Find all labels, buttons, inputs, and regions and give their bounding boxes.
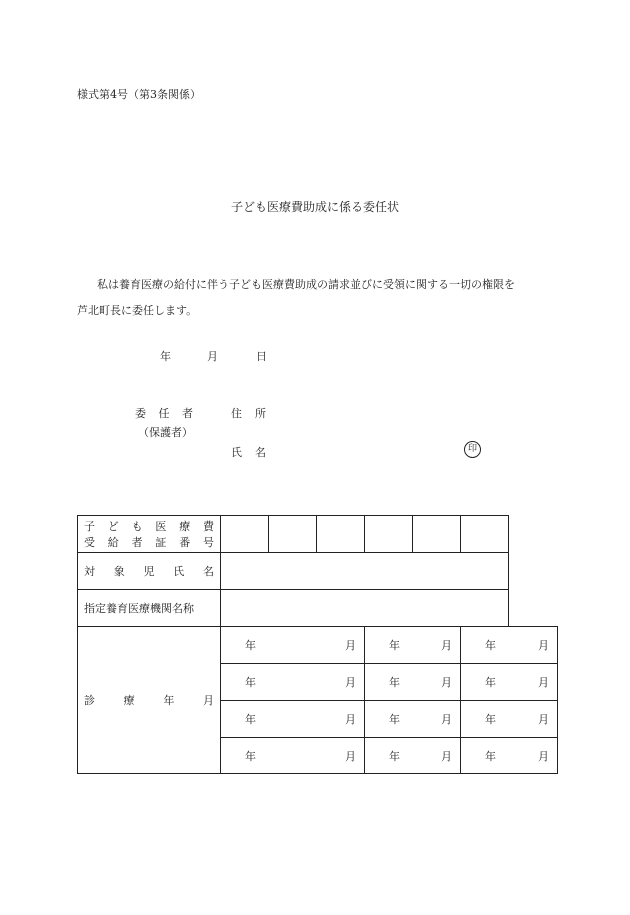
info-table: [77, 515, 558, 774]
table-row-treatment-month: [78, 627, 558, 664]
treatment-month-cell[interactable]: 年 月: [365, 701, 461, 738]
seal-mark: 印: [464, 441, 481, 458]
treatment-month-label: 診 療 年 月: [78, 627, 221, 774]
date-month: 月: [207, 350, 218, 363]
beneficiary-number-label: 子 ど も 医 療 費 受 給 者 証 番 号: [78, 516, 221, 553]
name-label: 氏 名: [231, 446, 266, 459]
treatment-month-cell[interactable]: 年 月: [461, 738, 558, 774]
table-row-child-name: [78, 553, 558, 590]
treatment-month-cell[interactable]: 年 月: [221, 664, 365, 701]
beneficiary-number-digit-3[interactable]: [317, 516, 365, 553]
body-line-2: 芦北町長に委任します。: [77, 304, 198, 317]
delegator-label: 委 任 者: [135, 407, 193, 420]
institution-field[interactable]: [221, 590, 509, 627]
beneficiary-number-digit-2[interactable]: [269, 516, 317, 553]
institution-label: 指定養育医療機関名称: [78, 590, 221, 627]
date-year: 年: [160, 350, 171, 363]
treatment-month-cell[interactable]: 年 月: [221, 701, 365, 738]
table-row-beneficiary-number: [78, 516, 558, 553]
beneficiary-number-digit-6[interactable]: [461, 516, 509, 553]
body-line-1: 私は養育医療の給付に伴う子ども医療費助成の請求並びに受領に関する一切の権限を: [97, 278, 515, 291]
table-row-institution: [78, 590, 558, 627]
child-name-label: 対 象 児 氏 名: [78, 553, 221, 590]
beneficiary-number-digit-5[interactable]: [413, 516, 461, 553]
treatment-month-cell[interactable]: 年 月: [461, 627, 558, 664]
address-label: 住 所: [231, 407, 266, 420]
treatment-month-cell[interactable]: 年 月: [221, 627, 365, 664]
guardian-label: （保護者）: [138, 426, 193, 439]
treatment-month-cell[interactable]: 年 月: [365, 627, 461, 664]
date-day: 日: [256, 350, 267, 363]
treatment-month-cell[interactable]: 年 月: [221, 738, 365, 774]
child-name-field[interactable]: [221, 553, 509, 590]
form-number: 様式第4号（第3条関係）: [77, 88, 201, 101]
body-text: [77, 272, 557, 324]
treatment-month-cell[interactable]: 年 月: [461, 701, 558, 738]
document-title: 子ども医療費助成に係る委任状: [230, 200, 399, 214]
beneficiary-number-digit-1[interactable]: [221, 516, 269, 553]
treatment-month-cell[interactable]: 年 月: [365, 738, 461, 774]
treatment-month-cell[interactable]: 年 月: [461, 664, 558, 701]
beneficiary-number-digit-4[interactable]: [365, 516, 413, 553]
treatment-month-cell[interactable]: 年 月: [365, 664, 461, 701]
